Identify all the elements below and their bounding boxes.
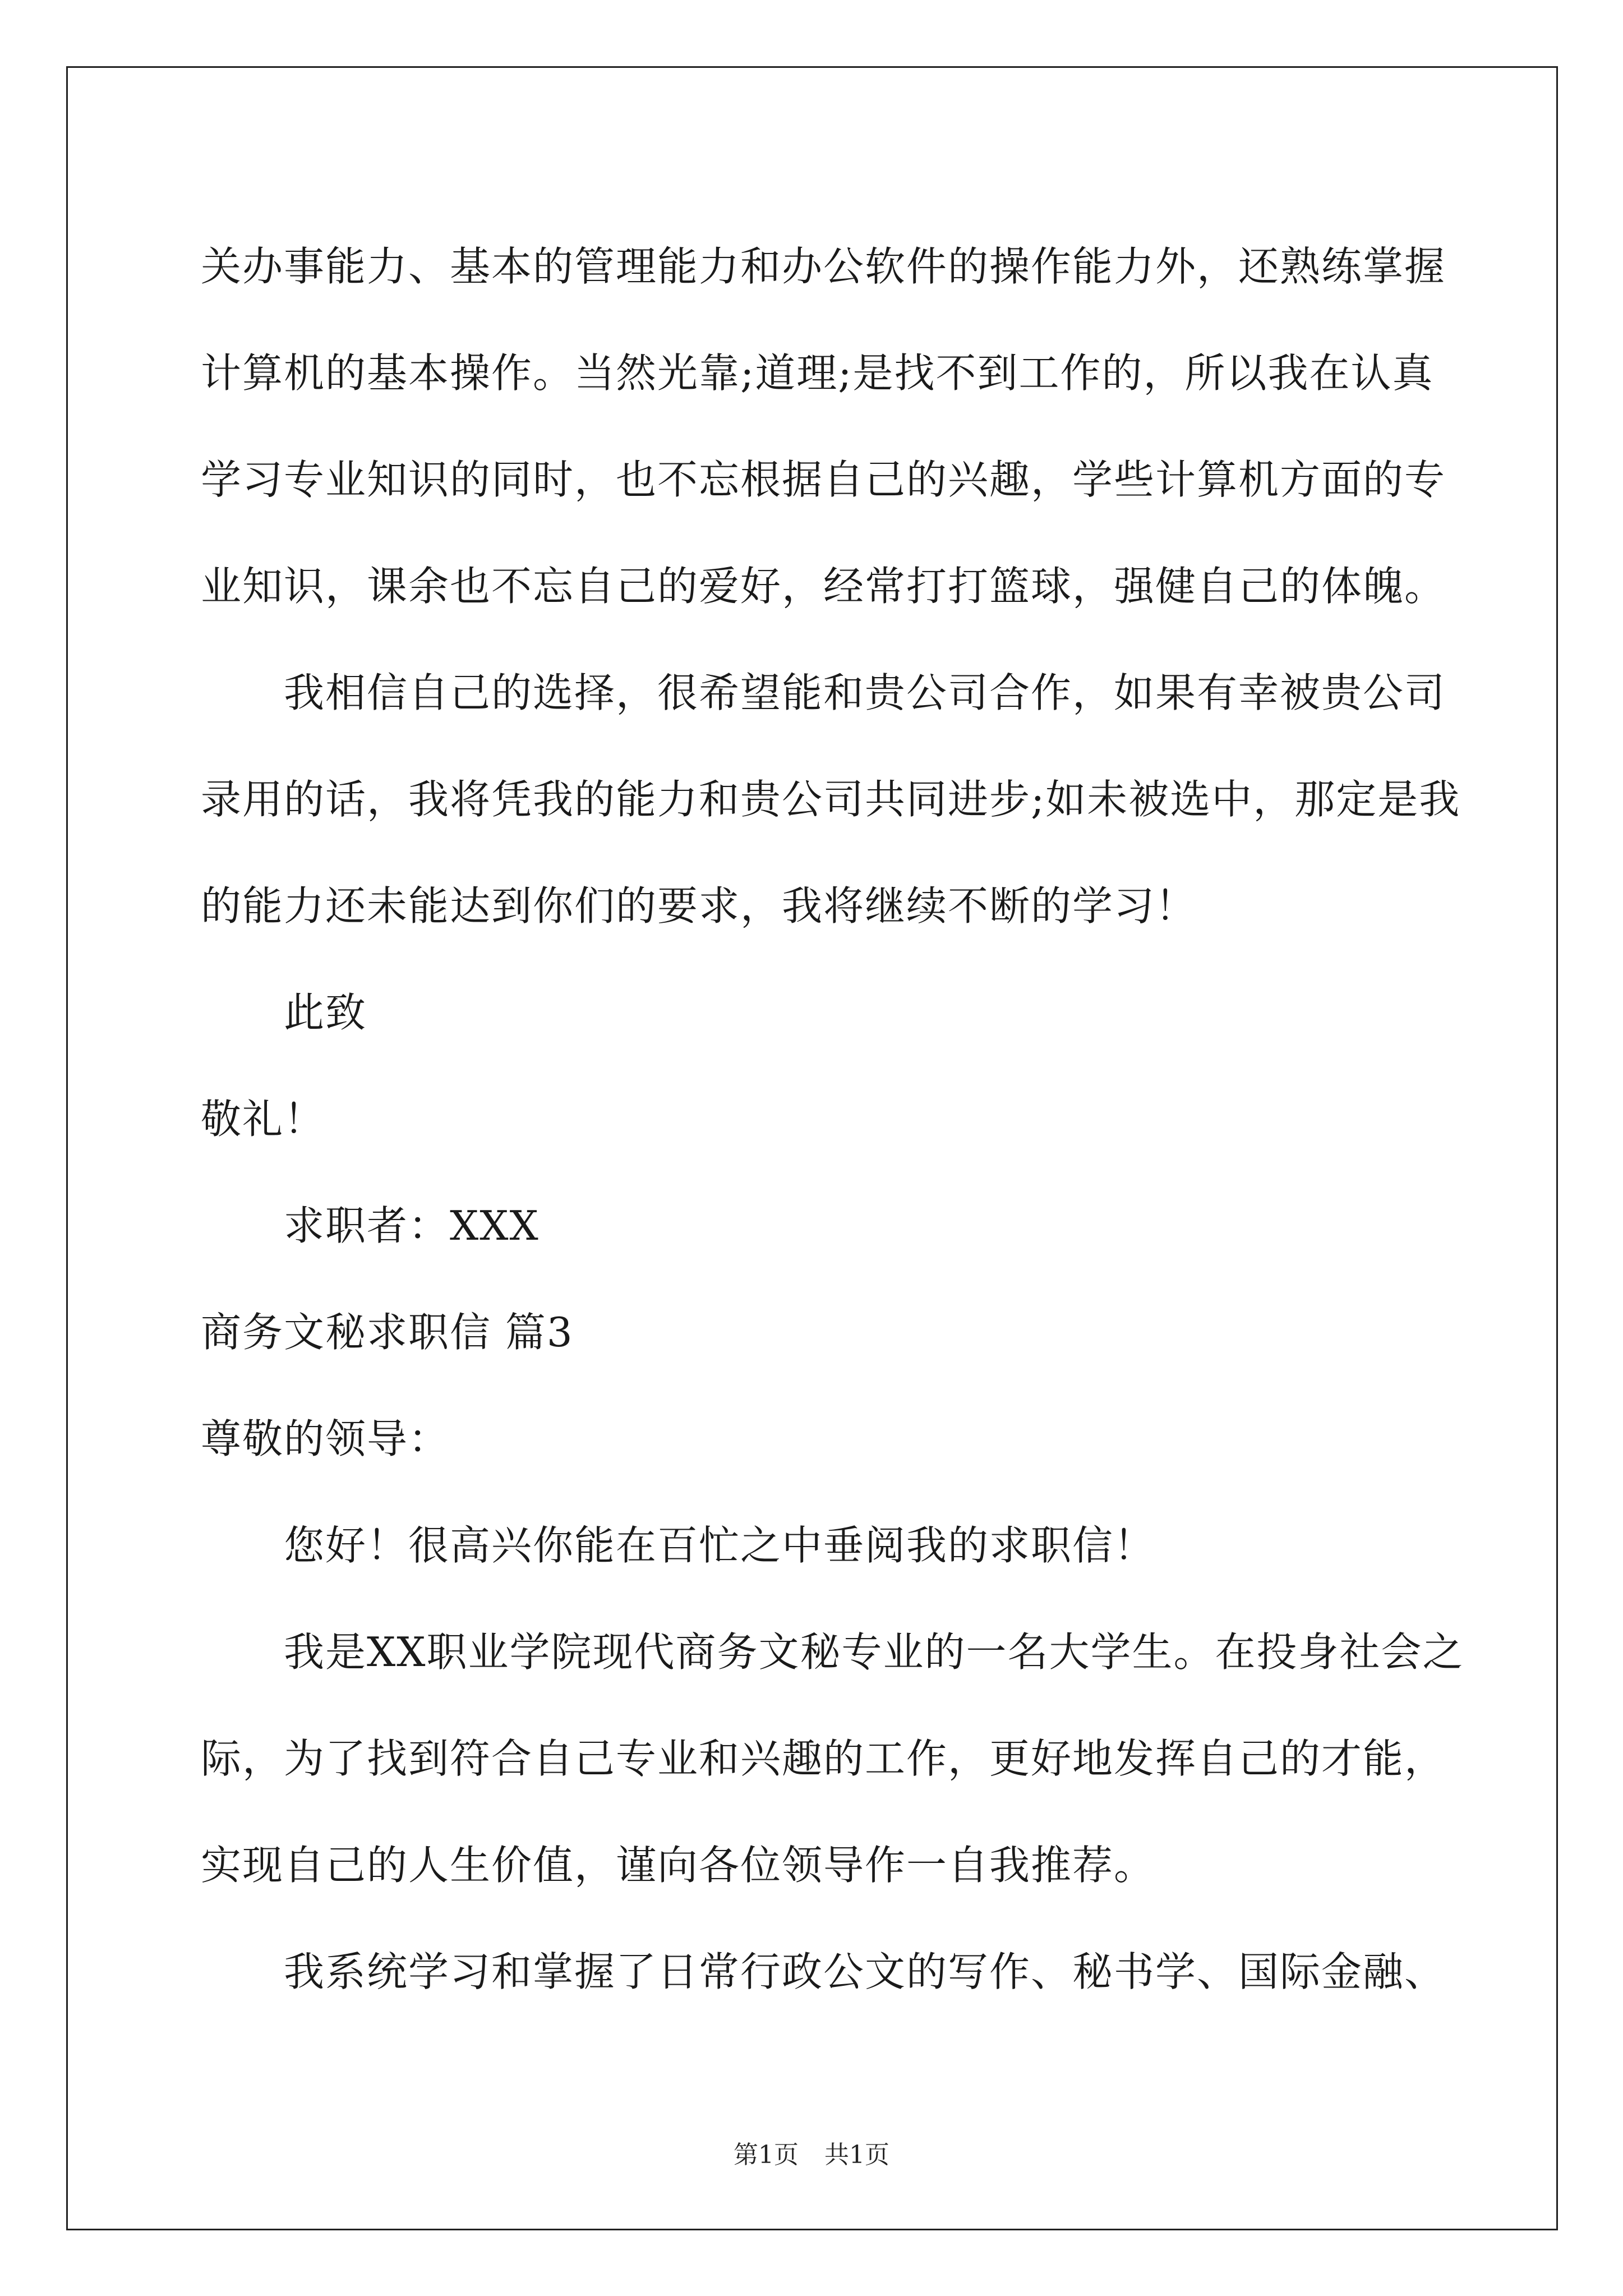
page-number-total: 共1页	[824, 2141, 889, 2169]
signature-line: 求职者：XXX	[284, 1202, 540, 1249]
section-heading: 商务文秘求职信 篇3	[201, 1309, 574, 1356]
page-number-current: 第1页	[734, 2141, 799, 2169]
letter-greeting: 尊敬的领导：	[201, 1415, 450, 1462]
paragraph-line-4: 业知识，课余也不忘自己的爱好，经常打打篮球，强健自己的体魄。	[201, 563, 1446, 610]
closing-respect: 敬礼！	[201, 1096, 326, 1143]
paragraph-line-2: 计算机的基本操作。当然光靠;道理;是找不到工作的，所以我在认真	[201, 349, 1434, 397]
page-footer	[0, 2134, 1623, 2170]
paragraph-line-13: 您好！很高兴你能在百忙之中垂阅我的求职信！	[284, 1522, 1156, 1569]
paragraph-line-17: 我系统学习和掌握了日常行政公文的写作、秘书学、国际金融、	[284, 1948, 1446, 1995]
paragraph-line-6: 录用的话，我将凭我的能力和贵公司共同进步;如未被选中，那定是我	[201, 776, 1461, 823]
paragraph-line-1: 关办事能力、基本的管理能力和办公软件的操作能力外，还熟练掌握	[201, 243, 1446, 290]
document-body	[201, 213, 1464, 2025]
paragraph-line-14: 我是XX职业学院现代商务文秘专业的一名大学生。在投身社会之	[284, 1628, 1464, 1676]
paragraph-line-15: 际，为了找到符合自己专业和兴趣的工作，更好地发挥自己的才能，	[201, 1735, 1446, 1782]
paragraph-line-3: 学习专业知识的同时，也不忘根据自己的兴趣，学些计算机方面的专	[201, 456, 1446, 503]
paragraph-line-7: 的能力还未能达到你们的要求，我将继续不断的学习！	[201, 882, 1197, 930]
paragraph-line-5: 我相信自己的选择，很希望能和贵公司合作，如果有幸被贵公司	[284, 669, 1446, 716]
closing-salutation: 此致	[284, 989, 367, 1036]
paragraph-line-16: 实现自己的人生价值，谨向各位领导作一自我推荐。	[201, 1842, 1156, 1889]
